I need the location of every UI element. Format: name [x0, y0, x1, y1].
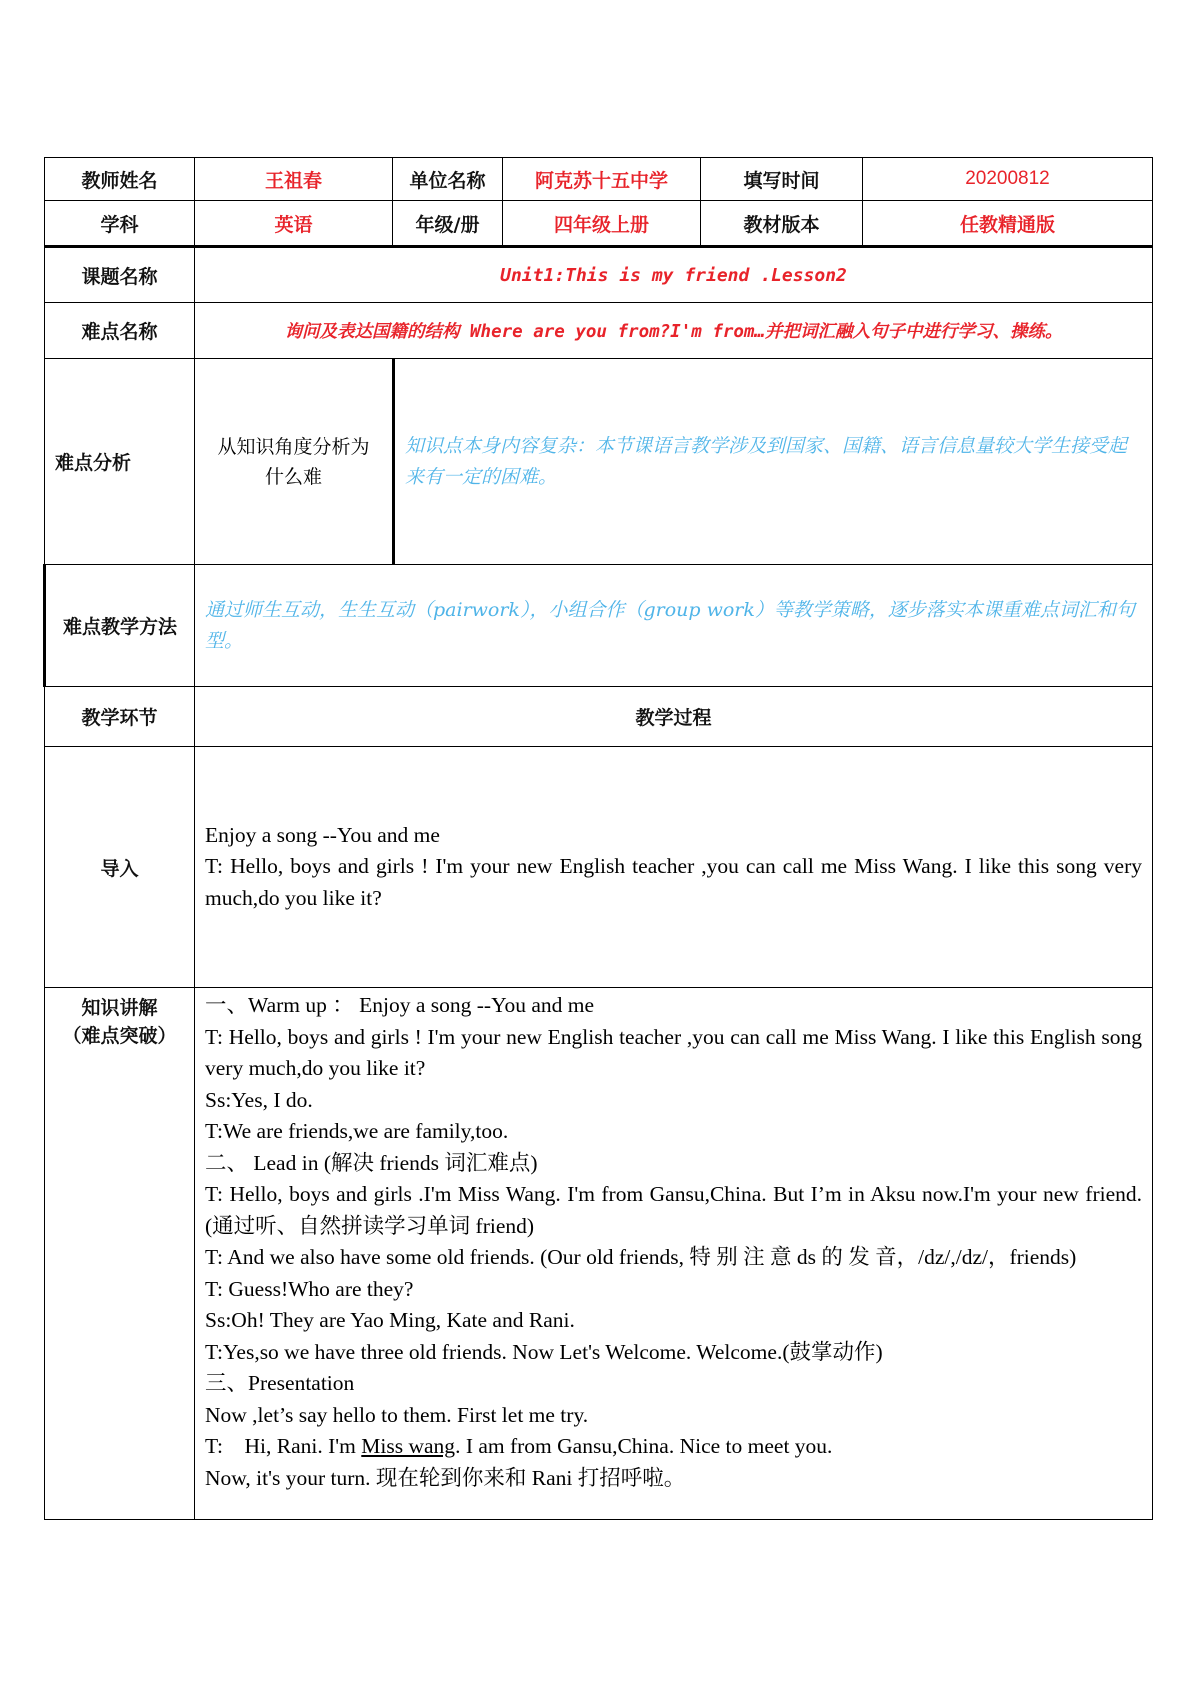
fill-date-label: 填写时间	[701, 158, 863, 201]
difficulty-label: 难点名称	[45, 303, 195, 359]
subject-value: 英语	[195, 201, 393, 247]
fill-date-value: 20200812	[863, 158, 1153, 201]
method-label: 难点教学方法	[45, 565, 195, 687]
lesson-plan-table	[43, 157, 1153, 1520]
knowledge-line-greeting	[205, 1431, 1142, 1463]
process-header-label: 教学环节	[45, 687, 195, 747]
knowledge-line: 三、Presentation	[205, 1371, 355, 1395]
analysis-split	[195, 359, 1152, 564]
analysis-value: 知识点本身内容复杂：本节课语言教学涉及到国家、国籍、语言信息量较大学生接受起来有一定的困难。	[405, 434, 1128, 488]
unit-name-value: 阿克苏十五中学	[503, 158, 701, 201]
process-header-value: 教学过程	[195, 687, 1153, 747]
knowledge-line: T:Yes,so we have three old friends. Now Let's Welcome. Welcome.(鼓掌动作)	[205, 1339, 883, 1364]
teacher-name-label: 教师姓名	[45, 158, 195, 201]
knowledge-label-line2: （难点突破）	[62, 1025, 177, 1047]
knowledge-line: T: Hello, boys and girls .I'm Miss Wang. I'm from Gansu,China. But I’m in Aksu now.I'm your new friend.(通过听、自然拼读学习单词 friend)	[205, 1182, 1142, 1238]
intro-line: Enjoy a song --You and me	[205, 822, 440, 847]
knowledge-line: Now ,let’s say hello to them. First let me try.	[205, 1402, 589, 1427]
knowledge-line: Ss:Yes, I do.	[205, 1087, 313, 1112]
edition-value: 任教精通版	[863, 201, 1153, 247]
knowledge-content	[195, 988, 1153, 1520]
analysis-label: 难点分析	[45, 359, 195, 565]
greeting-suffix: . I am from Gansu,China. Nice to meet you.	[455, 1434, 833, 1458]
intro-line: T: Hello, boys and girls ! I'm your new English teacher ,you can call me Miss Wang. I like this song very much,do you like it?	[205, 854, 1142, 910]
greeting-prefix: T: Hi, Rani. I'm	[205, 1434, 362, 1458]
analysis-cell	[195, 359, 1153, 565]
intro-label: 导入	[45, 747, 195, 988]
knowledge-line: Now, it's your turn. 现在轮到你来和 Rani 打招呼啦。	[205, 1465, 686, 1490]
grade-value: 四年级上册	[503, 201, 701, 247]
method-value: 通过师生互动，生生互动（pairwork），小组合作（group work）等教学策略，逐步落实本课重难点词汇和句型。	[195, 565, 1153, 687]
greeting-name: Miss wang	[361, 1434, 456, 1458]
analysis-sub-label: 从知识角度分析为什么难	[195, 359, 395, 564]
lesson-plan-sheet	[43, 157, 1151, 1520]
knowledge-line: 一、Warm up ： Enjoy a song --You and me	[205, 993, 595, 1017]
topic-label: 课题名称	[45, 247, 195, 303]
knowledge-line: T:We are friends,we are family,too.	[205, 1119, 509, 1143]
knowledge-label	[45, 988, 195, 1520]
difficulty-value: 询问及表达国籍的结构 Where are you from?I'm from…并把词汇融入句子中进行学习、操练。	[195, 303, 1153, 359]
unit-name-label: 单位名称	[393, 158, 503, 201]
topic-value: Unit1:This is my friend .Lesson2	[195, 247, 1153, 303]
knowledge-line: 二、 Lead in (解决 friends 词汇难点)	[205, 1150, 538, 1175]
knowledge-line: T: Guess!Who are they?	[205, 1276, 414, 1301]
knowledge-line: T: And we also have some old friends. (Our old friends, 特 别 注 意 ds 的 发 音，/dz/,/dz/，friends)	[205, 1245, 1077, 1269]
knowledge-label-line1: 知识讲解	[81, 997, 158, 1019]
intro-content	[195, 747, 1153, 988]
grade-label: 年级/册	[393, 201, 503, 247]
subject-label: 学科	[45, 201, 195, 247]
teacher-name-value: 王祖春	[195, 158, 393, 201]
knowledge-line: T: Hello, boys and girls ! I'm your new English teacher ,you can call me Miss Wang. I like this English song very much,do you like it?	[205, 1024, 1142, 1080]
knowledge-line: Ss:Oh! They are Yao Ming, Kate and Rani.	[205, 1308, 575, 1332]
edition-label: 教材版本	[701, 201, 863, 247]
